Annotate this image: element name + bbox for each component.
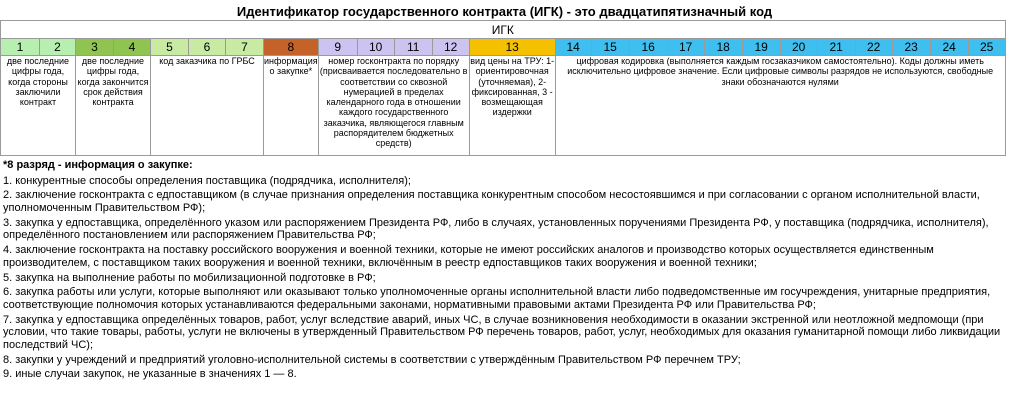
digit-cell: 18	[704, 39, 742, 56]
digit-cell: 5	[151, 39, 189, 56]
digit-cell: 11	[394, 39, 432, 56]
notes-header: *8 разряд - информация о закупке:	[3, 159, 193, 171]
note-item: 3. закупка у едпоставщика, определённого указом или распоряжением Президента РФ, либо в случаях, установленных поручениями Президента РФ, у поставщика (подрядчика, исполнителя), определённого постановлением или распоряжением Правительства РФ;	[3, 216, 989, 242]
digit-cell: 24	[930, 39, 968, 56]
digit-cell: 12	[432, 39, 469, 56]
digit-cell: 14	[555, 39, 591, 56]
digit-cell: 10	[357, 39, 394, 56]
digit-cell: 4	[114, 39, 151, 56]
digit-cell: 13	[469, 39, 555, 56]
note-item: 7. закупка у едпоставщика определённых товаров, работ, услуг вследствие аварий, иных ЧС, в случае возникновения необходимости в оказании экстренной или неотложной медпомощи (при условии, что такие товары, работы, услуги не включены в утвержденный Правительством РФ перечень товаров, работ, услуг, необходимых для оказания гуманитарной помощи либо ликвидации последствий ЧС);	[3, 313, 1001, 351]
igk-header: ИГК	[1, 21, 1006, 39]
digit-cell: 6	[189, 39, 226, 56]
note-item: 1. конкурентные способы определения поставщика (подрядчика, исполнителя);	[3, 174, 411, 187]
digit-cell: 7	[226, 39, 264, 56]
digit-cell: 19	[742, 39, 780, 56]
digit-cell: 17	[667, 39, 704, 56]
note-item: 2. заключение госконтракта с едпоставщиком (в случае признания определения поставщика конкурентным способом несостоявшимся и при согласовании с органом исполнительной власти, уполномоченным Правительством РФ);	[3, 189, 980, 214]
digit-cell: 20	[780, 39, 817, 56]
note-item: 9. иные случаи закупок, не указанные в значениях 1 — 8.	[3, 368, 297, 381]
digit-cell: 15	[591, 39, 629, 56]
desc-contract-number: номер госконтракта по порядку (присваивается последовательно в соответствии со сквозной нумерацией в пределах календарного года в отношении каждого государственного заказчика, являющегося главным распорядителем бюджетных средств)	[318, 56, 469, 156]
note-item: 6. закупка работы или услуги, которые выполняют или оказывают только уполномоченные органы исполнительной власти либо подведомственные им госучреждения, унитарные предприятия, соответствующие полномочия которых устанавливаются федеральными законами, нормативными правовыми актами Президента РФ или Правительства РФ;	[3, 286, 991, 311]
digit-cell: 9	[318, 39, 357, 56]
digit-cell: 16	[629, 39, 667, 56]
digit-cell: 22	[855, 39, 892, 56]
digit-cell: 2	[40, 39, 76, 56]
desc-purchase-info: информация о закупке*	[264, 56, 319, 156]
note-item: 8. закупки у учреждений и предприятий уголовно-исполнительной системы в соответствии с утверждённым Правительством РФ перечнем ТРУ;	[3, 353, 741, 366]
digit-cell: 25	[968, 39, 1005, 56]
desc-customer-code: код заказчика по ГРБС	[151, 56, 264, 156]
digit-cell: 21	[817, 39, 855, 56]
igk-table	[0, 20, 1006, 156]
desc-end-year: две последние цифры года, когда закончится срок действия контракта	[76, 56, 151, 156]
desc-contract-year: две последние цифры года, когда стороны заключили контракт	[1, 56, 76, 156]
desc-digital-coding: цифровая кодировка (выполняется каждым госзаказчиком самостоятельно). Коды должны иметь исключительно цифровое значение. Если цифровые символы разрядов не используются, свободные знаки обозначаются нулями	[555, 56, 1005, 156]
note-item: 5. закупка на выполнение работы по мобилизационной подготовке в РФ;	[3, 271, 376, 284]
page-title: Идентификатор государственного контракта (ИГК) - это двадцатипятизначный код	[236, 4, 773, 19]
digit-cell: 1	[1, 39, 40, 56]
digit-cell: 8	[264, 39, 319, 56]
desc-price-type: вид цены на ТРУ: 1-ориентировочная (уточняемая), 2-фиксированная, 3 - возмещающая издержки	[469, 56, 555, 156]
purchase-info-notes	[3, 159, 1003, 383]
digit-cell: 23	[892, 39, 930, 56]
digit-cell: 3	[76, 39, 114, 56]
note-item: 4. заключение госконтракта на поставку российского вооружения и военной техники, которые не имеют российских аналогов и производство которых осуществляется единственным производителем, с поставщиком таких вооружения и военной техники, включённым в реестр едпоставщиков таких вооружения и военной техники;	[3, 244, 934, 269]
